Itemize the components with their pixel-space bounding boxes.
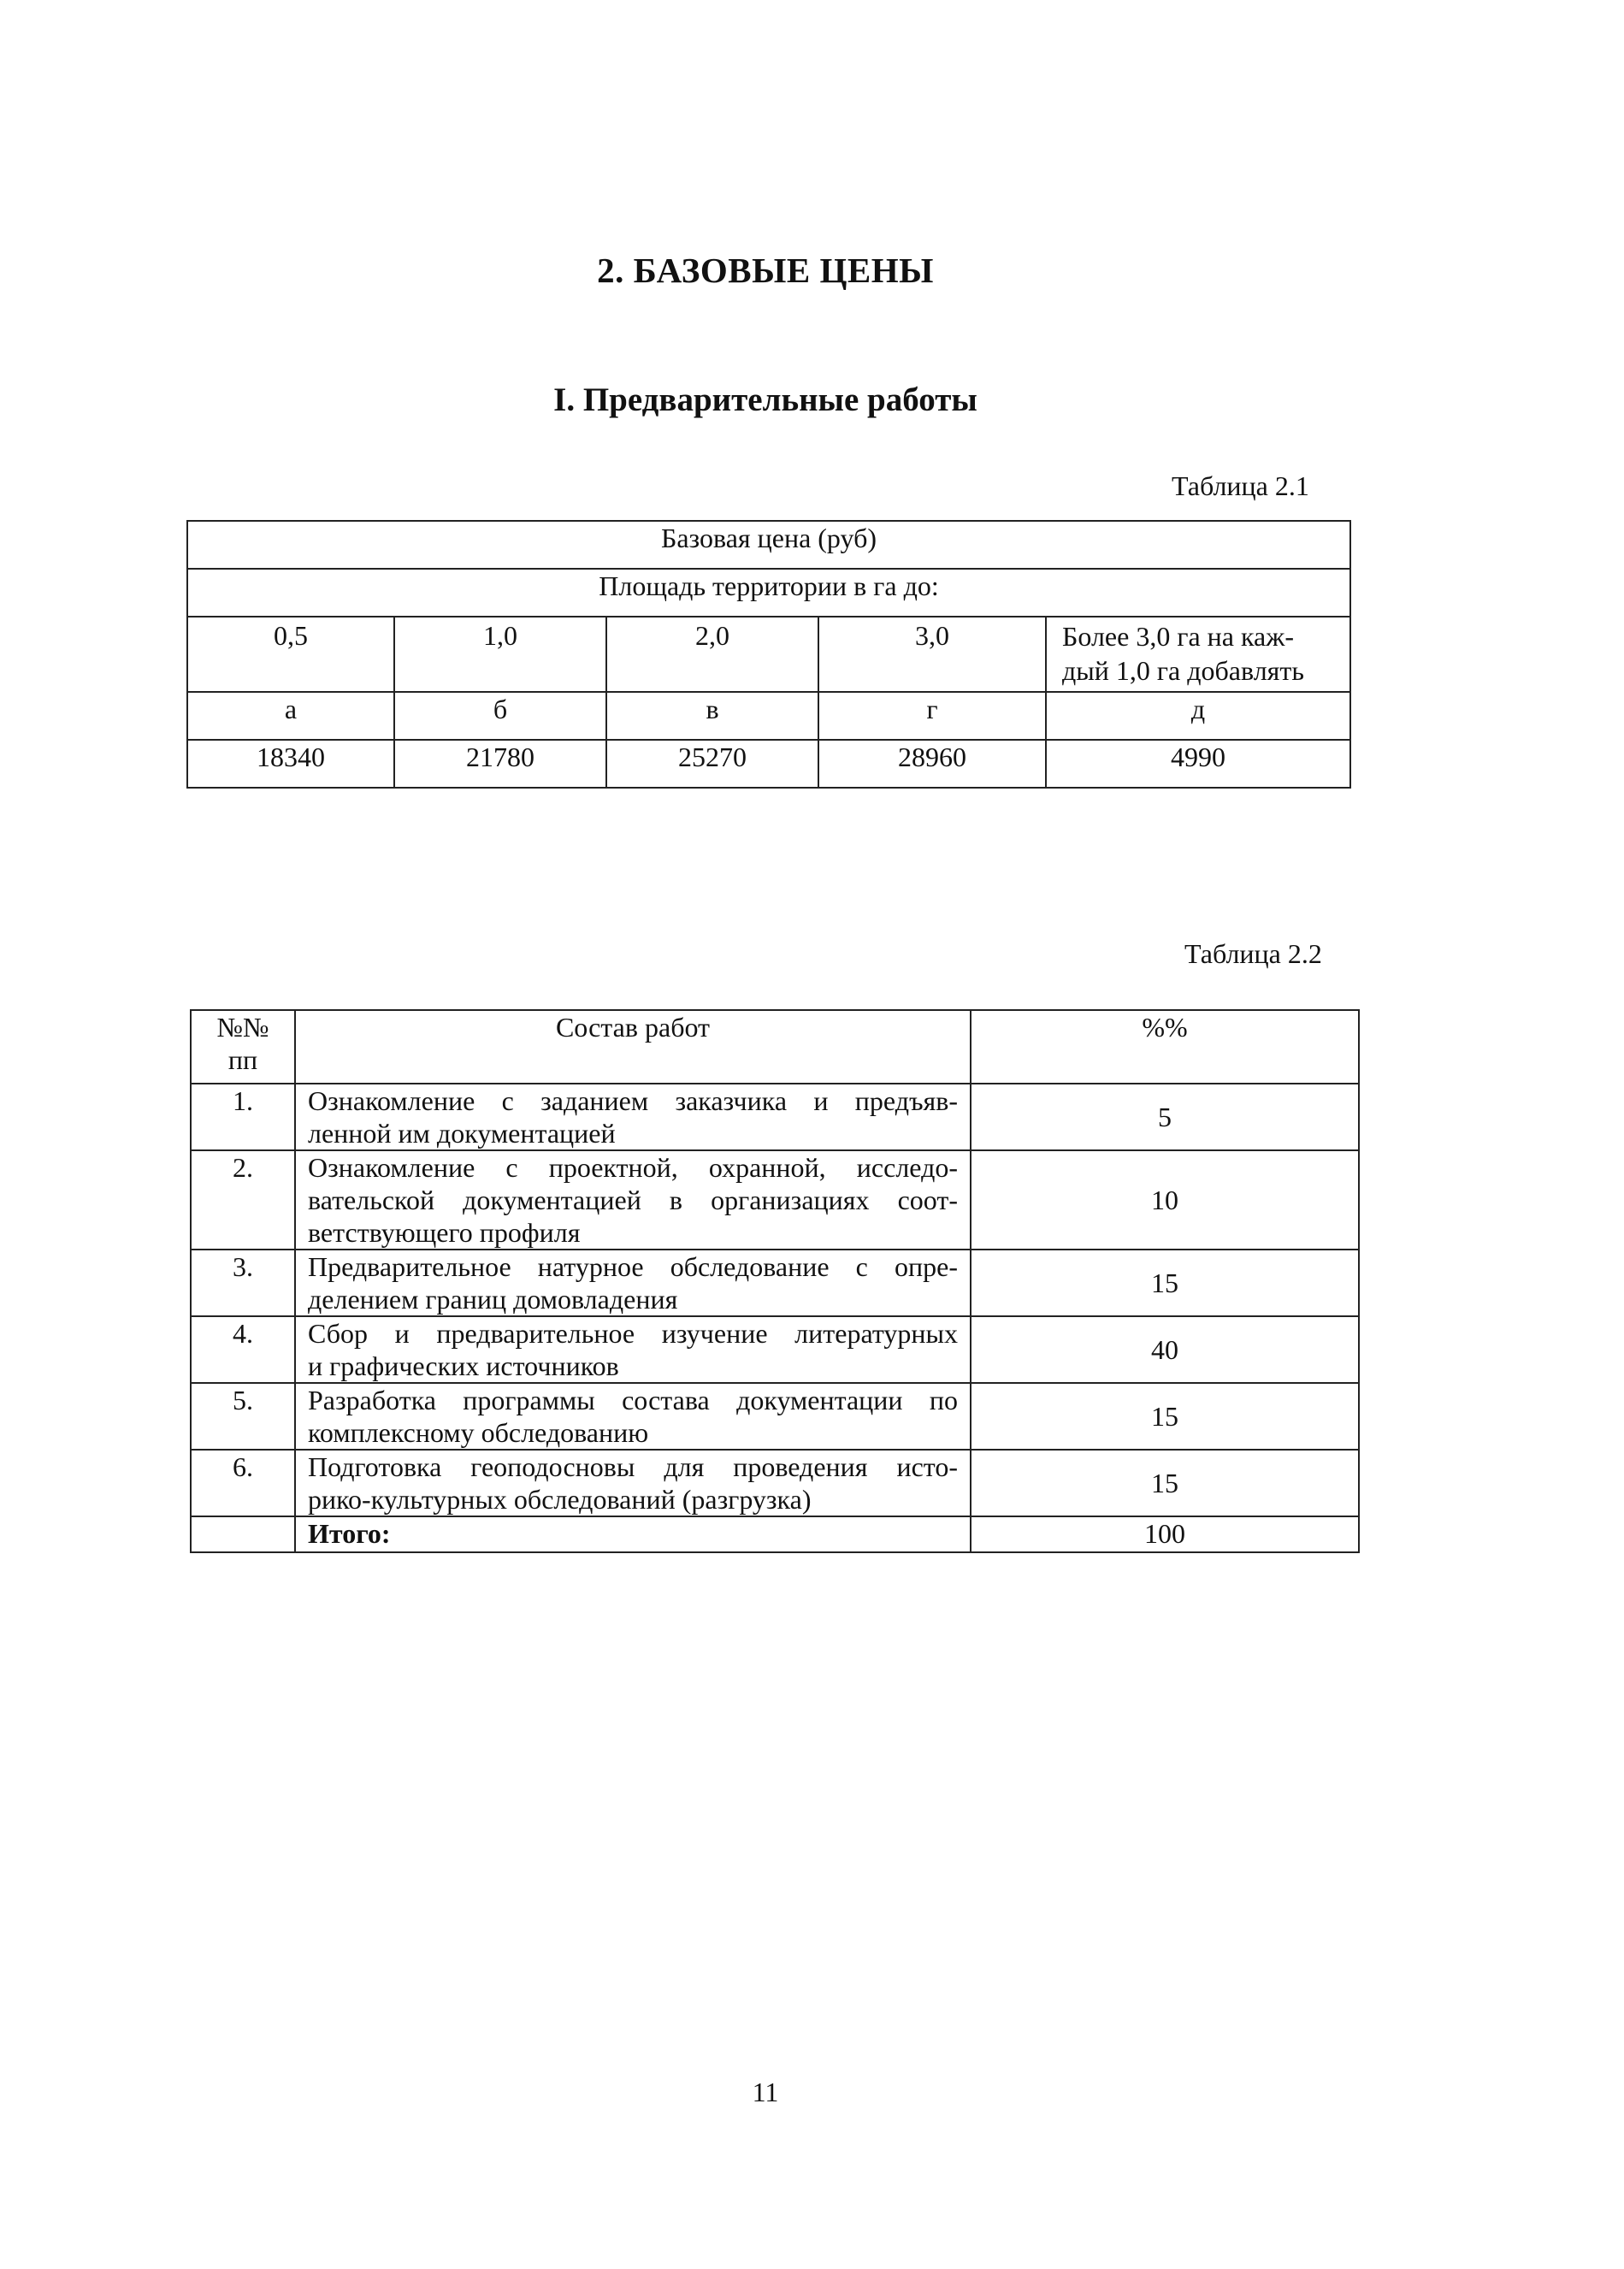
table-1-letter-cell: д <box>1046 692 1350 740</box>
work-description <box>295 1450 971 1516</box>
table-1-area-cell-extra <box>1046 617 1350 692</box>
table-1-area-cell: 2,0 <box>606 617 818 692</box>
work-description-line: Ознакомление с заданием заказчика и предъяв- <box>308 1085 958 1116</box>
work-description-line: ветствующего профиля <box>308 1217 581 1248</box>
work-description-line: вательской документацией в организациях соот- <box>308 1185 958 1215</box>
work-percent: 5 <box>971 1084 1359 1150</box>
work-description <box>295 1250 971 1316</box>
page-number: 11 <box>752 2077 779 2107</box>
table-2-caption: Таблица 2.2 <box>1184 938 1322 969</box>
base-price-table <box>186 520 1351 789</box>
work-percent: 10 <box>971 1150 1359 1250</box>
total-percent: 100 <box>971 1516 1359 1552</box>
table-2-header-num-line: №№ <box>216 1012 269 1043</box>
work-description-line: рико-культурных обследований (разгрузка) <box>308 1484 812 1515</box>
table-1-price-cell: 18340 <box>187 740 394 788</box>
row-number: 3. <box>191 1250 295 1316</box>
total-num-empty <box>191 1516 295 1552</box>
table-1-caption: Таблица 2.1 <box>1172 470 1309 501</box>
row-number: 1. <box>191 1084 295 1150</box>
page-title: 2. БАЗОВЫЕ ЦЕНЫ <box>597 251 934 290</box>
row-number: 4. <box>191 1316 295 1383</box>
work-percent: 15 <box>971 1383 1359 1450</box>
table-1-subheader: Площадь территории в га до: <box>187 569 1350 617</box>
table-2-header-num <box>191 1010 295 1084</box>
table-1-letter-cell: а <box>187 692 394 740</box>
table-2-header-pct: %% <box>971 1010 1359 1084</box>
table-row <box>191 1250 1359 1316</box>
work-percent: 15 <box>971 1450 1359 1516</box>
row-number: 6. <box>191 1450 295 1516</box>
table-row <box>191 1084 1359 1150</box>
table-1-letter-cell: б <box>394 692 606 740</box>
work-description-line: Сбор и предварительное изучение литературных <box>308 1318 958 1349</box>
work-description <box>295 1084 971 1150</box>
table-row <box>191 1383 1359 1450</box>
work-description-line: Предварительное натурное обследование с опре- <box>308 1251 958 1282</box>
total-label: Итого: <box>295 1516 971 1552</box>
work-percent: 40 <box>971 1316 1359 1383</box>
work-description-line: Разработка программы состава документации по <box>308 1385 958 1415</box>
section-title: I. Предварительные работы <box>553 381 977 418</box>
table-1-header: Базовая цена (руб) <box>187 521 1350 569</box>
work-description <box>295 1150 971 1250</box>
work-description-line: комплексному обследованию <box>308 1417 649 1448</box>
work-description-line: и графических источников <box>308 1350 619 1381</box>
work-description <box>295 1383 971 1450</box>
table-2-header-num-line: пп <box>227 1044 258 1075</box>
table-row <box>191 1150 1359 1250</box>
table-1-area-cell: 3,0 <box>818 617 1046 692</box>
work-description-line: делением границ домовладения <box>308 1284 678 1315</box>
table-1-area-cell: 0,5 <box>187 617 394 692</box>
table-row <box>191 1316 1359 1383</box>
work-percent: 15 <box>971 1250 1359 1316</box>
table-1-price-cell: 28960 <box>818 740 1046 788</box>
table-1-price-cell: 4990 <box>1046 740 1350 788</box>
table-row <box>191 1450 1359 1516</box>
table-1-area-cell: 1,0 <box>394 617 606 692</box>
table-1-price-cell: 21780 <box>394 740 606 788</box>
work-description <box>295 1316 971 1383</box>
table-2-header-work: Состав работ <box>295 1010 971 1084</box>
table-1-letter-cell: г <box>818 692 1046 740</box>
table-1-extra-line: Более 3,0 га на каж- <box>1062 621 1295 652</box>
row-number: 2. <box>191 1150 295 1250</box>
row-number: 5. <box>191 1383 295 1450</box>
work-description-line: Ознакомление с проектной, охранной, исследо- <box>308 1152 958 1183</box>
table-1-extra-line: дый 1,0 га добавлять <box>1062 655 1304 686</box>
work-description-line: Подготовка геоподосновы для проведения исто- <box>308 1451 958 1482</box>
total-row <box>191 1516 1359 1552</box>
work-description-line: ленной им документацией <box>308 1118 616 1149</box>
work-composition-table <box>190 1009 1360 1553</box>
table-1-price-cell: 25270 <box>606 740 818 788</box>
table-1-letter-cell: в <box>606 692 818 740</box>
